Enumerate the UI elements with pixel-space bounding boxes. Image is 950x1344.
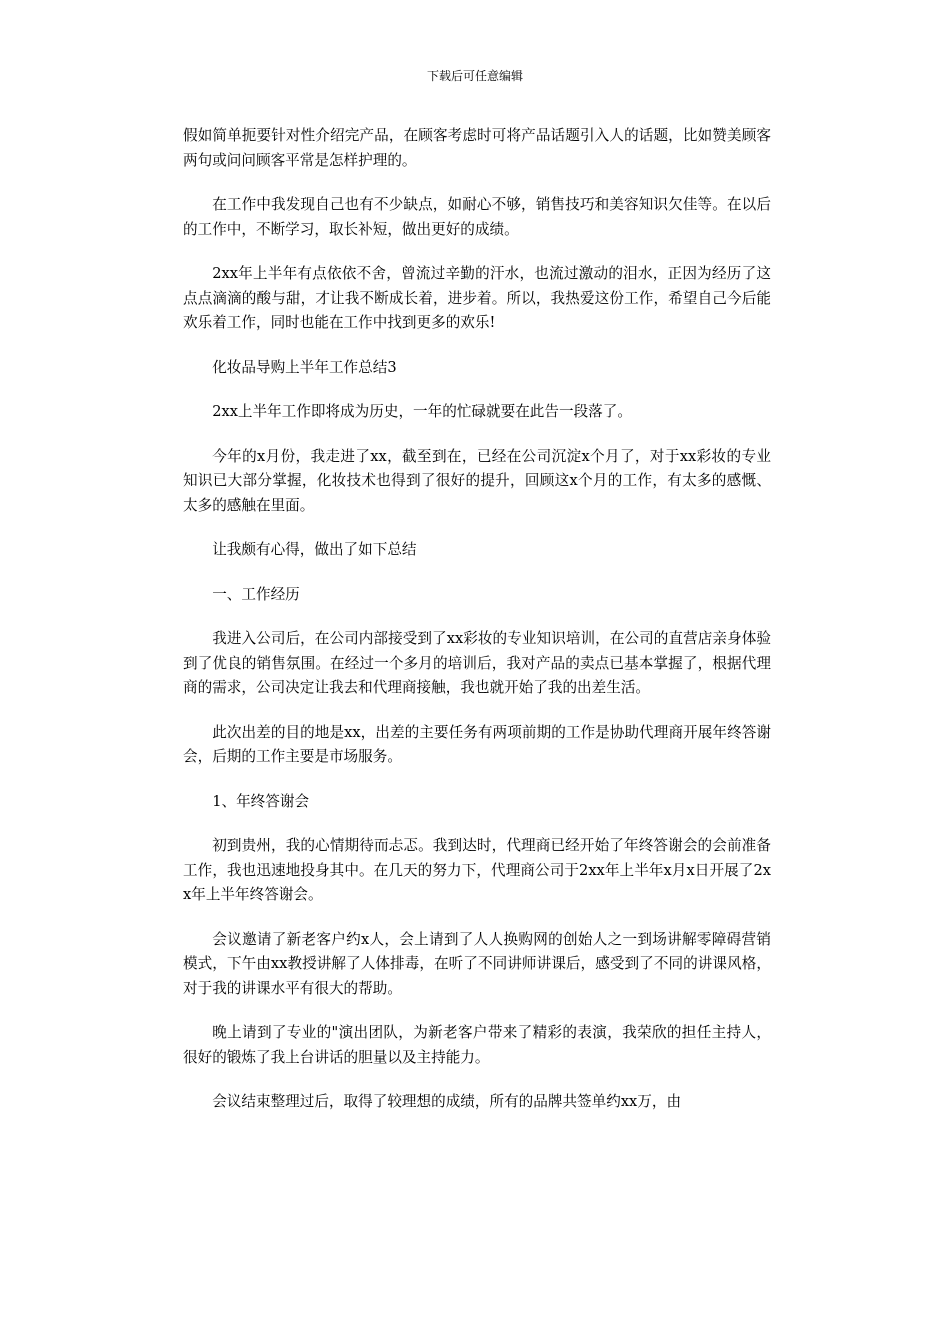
- document-body: [183, 124, 771, 1135]
- paragraph: 假如简单扼要针对性介绍完产品，在顾客考虑时可将产品话题引入人的话题，比如赞美顾客两句或问问顾客平常是怎样护理的。: [183, 127, 771, 169]
- paragraph: 会议邀请了新老客户约x人，会上请到了人人换购网的创始人之一到场讲解零障碍营销模式，下午由xx教授讲解了人体排毒，在听了不同讲师讲课后，感受到了不同的讲课风格，对于我的讲课水平有很大的帮助。: [183, 930, 771, 997]
- paragraph: 我进入公司后，在公司内部接受到了xx彩妆的专业知识培训，在公司的直营店亲身体验到了优良的销售氛围。在经过一个多月的培训后，我对产品的卖点已基本掌握了，根据代理商的需求，公司决定让我去和代理商接触，我也就开始了我的出差生活。: [183, 630, 771, 696]
- paragraph: 2xx年上半年有点依依不舍，曾流过辛勤的汗水，也流过激动的泪水，正因为经历了这点点滴滴的酸与甜，才让我不断成长着，进步着。所以，我热爱这份工作，希望自己今后能欢乐着工作，同时也能在工作中找到更多的欢乐!: [183, 265, 771, 331]
- subsection-heading: 1、年终答谢会: [212, 792, 310, 810]
- paragraph: 今年的x月份，我走进了xx，截至到在，已经在公司沉淀x个月了，对于xx彩妆的专业知识已大部分掌握，化妆技术也得到了很好的提升，回顾这x个月的工作，有太多的感慨、太多的感触在里面。: [183, 447, 771, 514]
- paragraph: 让我颇有心得，做出了如下总结: [212, 541, 417, 558]
- paragraph: 此次出差的目的地是xx，出差的主要任务有两项前期的工作是协助代理商开展年终答谢会，后期的工作主要是市场服务。: [183, 723, 771, 765]
- section-heading: 一、工作经历: [212, 585, 300, 603]
- paragraph: 会议结束整理过后，取得了较理想的成绩，所有的品牌共签单约xx万，由: [212, 1093, 682, 1110]
- section-heading: 化妆品导购上半年工作总结3: [212, 358, 397, 376]
- paragraph: 在工作中我发现自己也有不少缺点，如耐心不够，销售技巧和美容知识欠佳等。在以后的工作中，不断学习，取长补短，做出更好的成绩。: [183, 196, 771, 238]
- paragraph: 2xx上半年工作即将成为历史，一年的忙碌就要在此告一段落了。: [212, 403, 632, 420]
- header-note: 下载后可任意编辑: [426, 69, 523, 83]
- paragraph: 晚上请到了专业的"演出团队，为新老客户带来了精彩的表演，我荣欣的担任主持人，很好的锻炼了我上台讲话的胆量以及主持能力。: [183, 1024, 771, 1066]
- paragraph: 初到贵州，我的心情期待而忐忑。我到达时，代理商已经开始了年终答谢会的会前准备工作，我也迅速地投身其中。在几天的努力下，代理商公司于2xx年上半年x月x日开展了2xx年上半年终答谢会。: [183, 837, 771, 903]
